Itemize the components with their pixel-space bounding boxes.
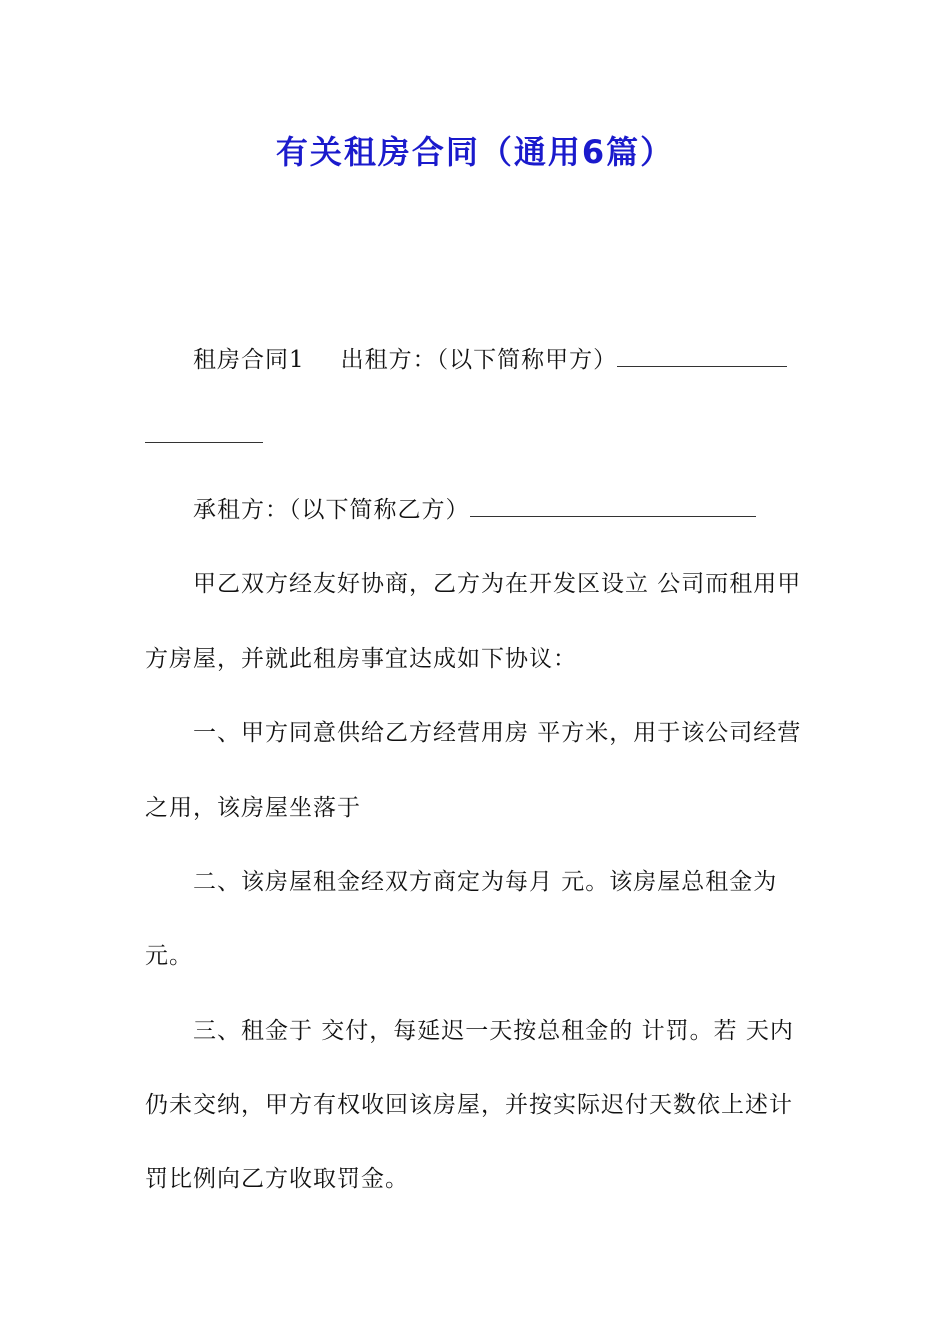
clause-1-line-2: 之用，该房屋坐落于 xyxy=(145,795,361,821)
document-title: 有关租房合同（通用6篇） xyxy=(275,133,675,171)
intro-line-1: 甲乙双方经友好协商，乙方为在开发区设立 公司而租用甲 xyxy=(193,571,802,597)
lessee-blank xyxy=(470,494,756,517)
clause-3-line-2: 仍未交纳，甲方有权收回该房屋，并按实际迟付天数依上述计 xyxy=(145,1092,793,1118)
clause-2-line-1: 二、该房屋租金经双方商定为每月 元。该房屋总租金为 xyxy=(193,869,778,895)
lessee-label: 承租方：（以下简称乙方） xyxy=(193,497,470,523)
lessor-blank-continued xyxy=(145,418,263,454)
clause-3-line-1: 三、租金于 交付，每延迟一天按总租金的 计罚。若 天内 xyxy=(193,1018,794,1044)
intro-line-2: 方房屋，并就此租房事宜达成如下协议： xyxy=(145,646,577,672)
lessee-line xyxy=(193,492,756,528)
clause-3-line-3: 罚比例向乙方收取罚金。 xyxy=(145,1166,409,1192)
lessor-label: 出租方：（以下简称甲方） xyxy=(340,347,618,373)
clause-2-line-2: 元。 xyxy=(145,943,193,969)
lessor-blank xyxy=(617,344,787,367)
clause-1-line-1: 一、甲方同意供给乙方经营用房 平方米，用于该公司经营 xyxy=(193,720,802,746)
contract-heading: 租房合同1 xyxy=(193,347,305,373)
lessor-line xyxy=(193,342,787,378)
